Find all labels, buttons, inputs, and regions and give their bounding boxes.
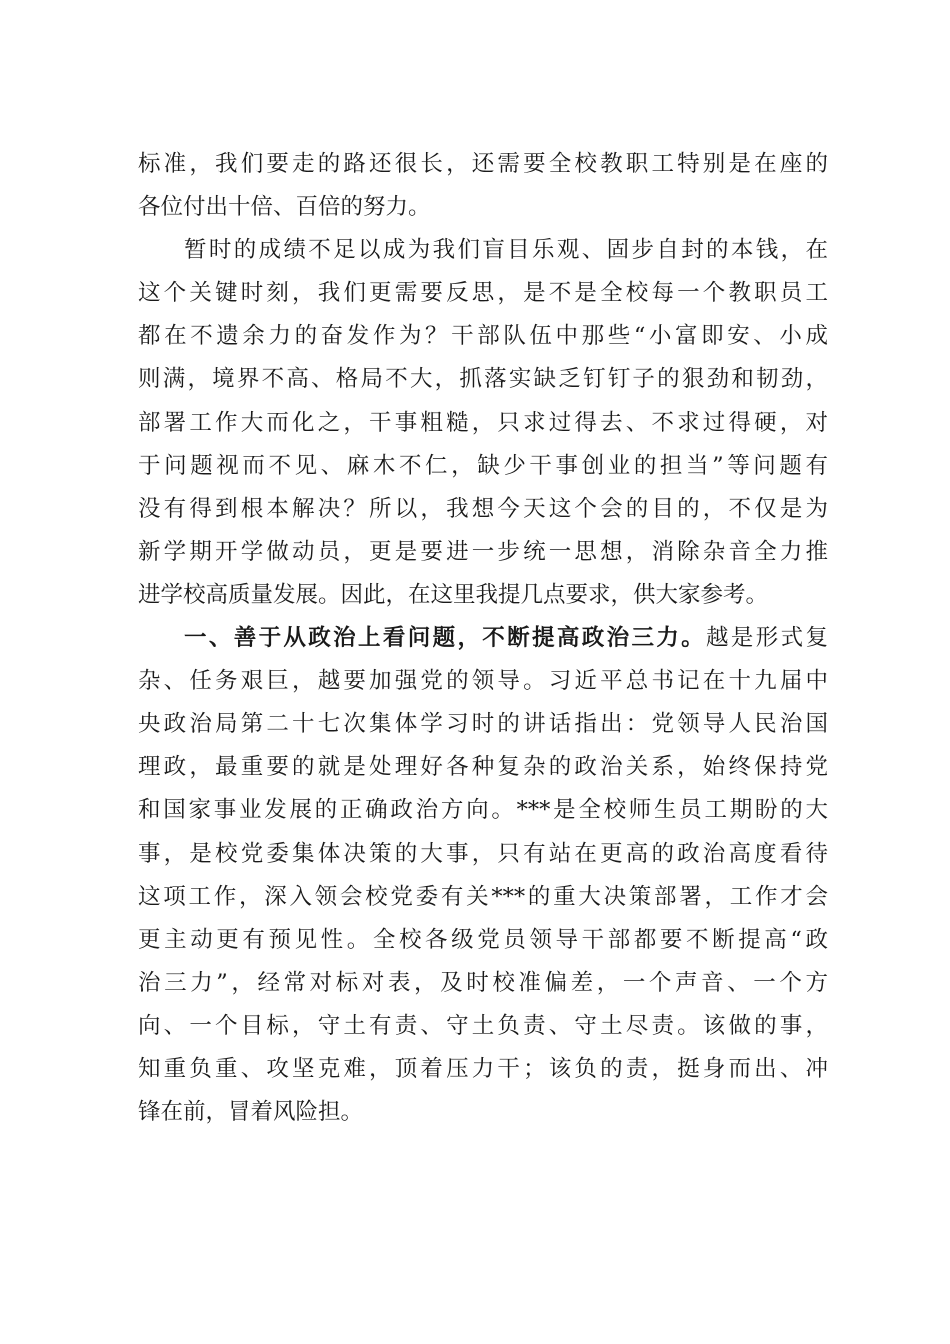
text-line: 治三力”，经常对标对表，及时校准偏差，一个声音、一个方 bbox=[138, 969, 828, 996]
text-line: 知重负重、攻坚克难，顶着压力干；该负的责，挺身而出、冲 bbox=[138, 1055, 828, 1082]
text-line: 这项工作，深入领会校党委有关***的重大决策部署，工作才会 bbox=[138, 883, 828, 910]
text-line: 和国家事业发展的正确政治方向。***是全校师生员工期盼的大 bbox=[138, 797, 828, 824]
text-line: 各位付出十倍、百倍的努力。 bbox=[138, 194, 431, 221]
paragraph-2 bbox=[138, 229, 828, 617]
text-line: 理政，最重要的就是处理好各种复杂的政治关系，始终保持党 bbox=[138, 754, 828, 781]
text-line: 都在不遗余力的奋发作为？干部队伍中那些“小富即安、小成 bbox=[138, 323, 828, 350]
paragraph-3 bbox=[138, 617, 828, 1134]
section-heading: 一、善于从政治上看问题，不断提高政治三力。 bbox=[184, 625, 707, 652]
document-body bbox=[138, 143, 828, 1134]
text-line: 更主动更有预见性。全校各级党员领导干部都要不断提高“政 bbox=[138, 926, 828, 953]
text-line: 标准，我们要走的路还很长，还需要全校教职工特别是在座的 bbox=[138, 151, 828, 177]
text-line: 向、一个目标，守土有责、守土负责、守土尽责。该做的事， bbox=[138, 1012, 828, 1039]
text-line: 事，是校党委集体决策的大事，只有站在更高的政治高度看待 bbox=[138, 840, 828, 867]
text-line: 没有得到根本解决？所以，我想今天这个会的目的，不仅是为 bbox=[138, 495, 828, 522]
text-line: 部署工作大而化之，干事粗糙，只求过得去、不求过得硬，对 bbox=[138, 409, 828, 436]
text-line: 这个关键时刻，我们更需要反思，是不是全校每一个教职员工 bbox=[138, 280, 828, 307]
text-line: 暂时的成绩不足以成为我们盲目乐观、固步自封的本钱，在 bbox=[184, 237, 828, 264]
text-line: 央政治局第二十七次集体学习时的讲话指出：党领导人民治国 bbox=[138, 711, 828, 738]
text-line: 杂、任务艰巨，越要加强党的领导。习近平总书记在十九届中 bbox=[138, 668, 828, 695]
text-line: 锋在前，冒着风险担。 bbox=[138, 1099, 364, 1126]
text-line: 新学期开学做动员，更是要进一步统一思想，消除杂音全力推 bbox=[138, 538, 828, 565]
text-line: 则满，境界不高、格局不大，抓落实缺乏钉钉子的狠劲和韧劲， bbox=[138, 366, 828, 393]
text-line: 进学校高质量发展。因此，在这里我提几点要求，供大家参考。 bbox=[138, 581, 769, 608]
paragraph-1 bbox=[138, 143, 828, 229]
text-line bbox=[138, 617, 828, 660]
heading-line-rest: 越是形式复 bbox=[706, 625, 828, 652]
text-line: 于问题视而不见、麻木不仁，缺少干事创业的担当”等问题有 bbox=[138, 452, 828, 479]
